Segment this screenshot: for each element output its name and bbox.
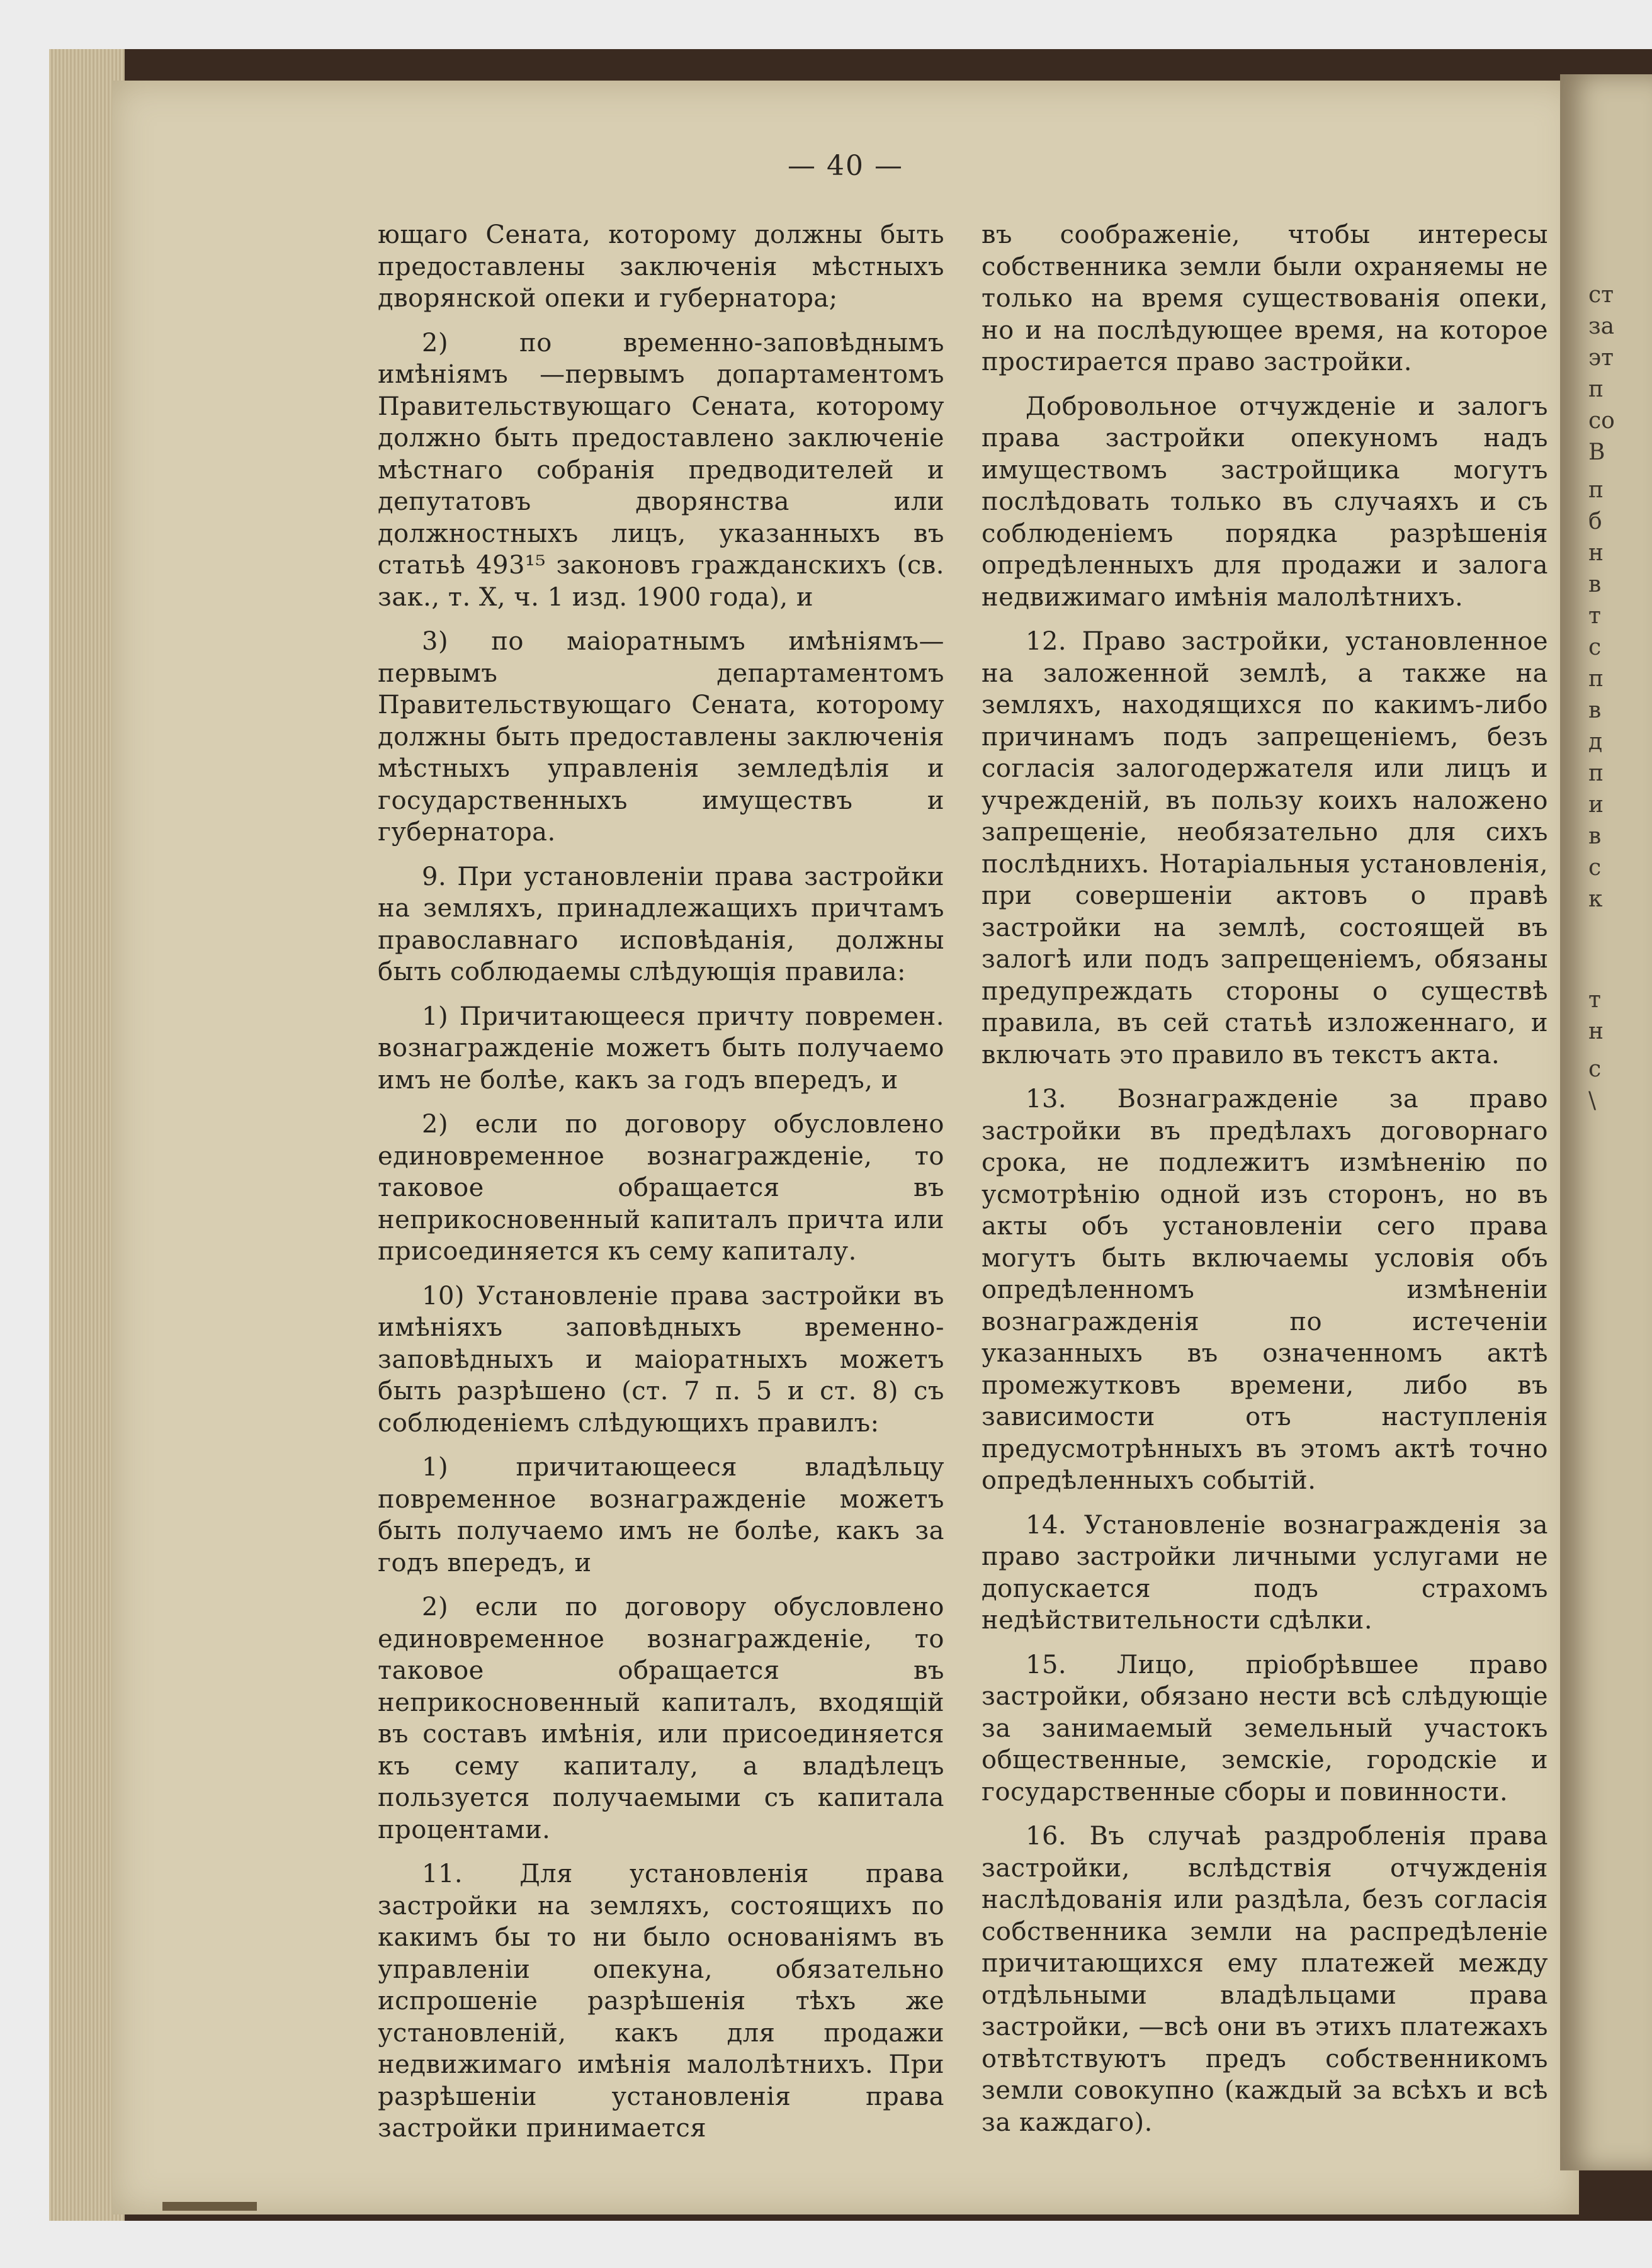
adjacent-page-letter: с	[1588, 1056, 1602, 1082]
paragraph: 2) по временно-заповѣднымъ имѣніямъ —первымъ допартаментомъ Правительствующаго Сената, которому должно быть предоставлено заключеніе мѣстнаго собранія предводителей и депутатовъ дворянства или должностныхъ лицъ, указанныхъ въ статьѣ 493¹⁵ законовъ гражданскихъ (св. зак., т. X, ч. 1 изд. 1900 года), и	[378, 328, 944, 612]
adjacent-page-letter: эт	[1588, 345, 1614, 371]
adjacent-page-letter: В	[1588, 439, 1605, 465]
adjacent-page-letter: п	[1588, 760, 1604, 786]
adjacent-page-letter: в	[1588, 572, 1602, 597]
book-page	[112, 81, 1579, 2214]
paragraph: 1) Причитающееся причту повремен. вознагражденіе можетъ быть получаемо имъ не болѣе, какъ за годъ впередъ, и	[378, 1001, 944, 1095]
adjacent-page-letter: в	[1588, 823, 1602, 849]
adjacent-page-letter: п	[1588, 666, 1604, 692]
paragraph: 9. При установленіи права застройки на земляхъ, принадлежащихъ причтамъ православнаго исповѣданія, должны быть соблюдаемы слѣдующія правила:	[378, 862, 944, 986]
paragraph: 1) причитающееся владѣльцу повременное вознагражденіе можетъ быть получаемо имъ не болѣе, какъ за годъ впередъ, и	[378, 1453, 944, 1577]
adjacent-page-letter: \	[1588, 1088, 1597, 1114]
adjacent-page-letter: к	[1588, 886, 1603, 912]
scanned-spread	[49, 49, 1652, 2221]
paragraph: 2) если по договору обусловлено единовременное вознагражденіе, то таковое обращается въ неприкосновенный капиталъ причта или присоединяется къ сему капиталу.	[378, 1110, 944, 1266]
paragraph: 3) по маіоратнымъ имѣніямъ—первымъ департаментомъ Правительствующаго Сената, которому должны быть предоставлены заключенія мѣстныхъ управленія земледѣлія и государственныхъ имуществъ и губернатора.	[378, 627, 944, 847]
adjacent-page-letter: б	[1588, 509, 1602, 534]
page-number: — 40 —	[788, 150, 903, 182]
paragraph: 13. Вознагражденіе за право застройки въ предѣлахъ договорнаго срока, не подлежитъ измѣненію по усмотрѣнію одной изъ сторонъ, но въ акты объ установленіи сего права могутъ быть включаемы условія объ опредѣленномъ измѣненіи вознагражденія по истеченіи указанныхъ въ означенномъ актѣ промежутковъ времени, либо въ зависимости отъ наступленія предусмотрѣнныхъ въ этомъ актѣ точно опредѣленныхъ событій.	[982, 1085, 1548, 1495]
adjacent-page-letter: и	[1588, 792, 1604, 818]
paragraph: Добровольное отчужденіе и залогъ права застройки опекуномъ надъ имуществомъ застройщика могутъ послѣдовать только въ случаяхъ и съ соблюденіемъ порядка разрѣшенія опредѣленныхъ для продажи и залога недвижимаго имѣнія малолѣтнихъ.	[982, 392, 1548, 612]
adjacent-page-letter: д	[1588, 729, 1603, 755]
adjacent-page-letter: т	[1588, 603, 1601, 629]
adjacent-page-letter: со	[1588, 408, 1615, 434]
paragraph: 11. Для установленія права застройки на земляхъ, состоящихъ по какимъ бы то ни было основаніямъ въ управленіи опекуна, обязательно испрошеніе разрѣшенія тѣхъ же установленій, какъ для продажи недвижимаго имѣнія малолѣтнихъ. При разрѣшеніи установленія права застройки принимается	[378, 1859, 944, 2143]
adjacent-page-letter: с	[1588, 855, 1602, 881]
adjacent-page-letter: н	[1588, 540, 1604, 566]
adjacent-page-letter: т	[1588, 987, 1601, 1013]
adjacent-page-letter: ст	[1588, 282, 1614, 308]
paragraph: 12. Право застройки, установленное на заложенной землѣ, а также на земляхъ, находящихся по какимъ-либо причинамъ подъ запрещеніемъ, безъ согласія залогодержателя или лицъ и учрежденій, въ пользу коихъ наложено запрещеніе, необязательно для сихъ послѣднихъ. Нотаріальныя установленія, при совершеніи актовъ о правѣ застройки на землѣ, состоящей въ залогѣ или подъ запрещеніемъ, обязаны предупреждать стороны о существѣ правила, въ сей статьѣ изложеннаго, и включать это правило въ текстъ акта.	[982, 627, 1548, 1069]
adjacent-page-letter: п	[1588, 376, 1604, 402]
right-column	[982, 219, 1548, 2151]
paragraph: въ соображеніе, чтобы интересы собственника земли были охраняемы не только на время существованія опеки, но и на послѣдующее время, на которое простирается право застройки.	[982, 220, 1548, 376]
adjacent-page-letter: в	[1588, 697, 1602, 723]
paragraph: 15. Лицо, пріобрѣвшее право застройки, обязано нести всѣ слѣдующіе за занимаемый земельный участокъ общественные, земскіе, городскіе и государственные сборы и повинности.	[982, 1650, 1548, 1807]
adjacent-page-letter: п	[1588, 477, 1604, 503]
adjacent-page-letter: н	[1588, 1018, 1604, 1044]
paragraph: 2) если по договору обусловлено единовременное вознагражденіе, то таковое обращается въ неприкосновенный капиталъ, входящій въ составъ имѣнія, или присоединяется къ сему капиталу, а владѣлецъ пользуется получаемыми съ капитала процентами.	[378, 1593, 944, 1844]
paragraph: 14. Установленіе вознагражденія за право застройки личными услугами не допускается подъ страхомъ недѣйствительности сдѣлки.	[982, 1510, 1548, 1635]
paragraph: 10) Установленіе права застройки въ имѣніяхъ заповѣдныхъ временно-заповѣдныхъ и маіоратныхъ можетъ быть разрѣшено (ст. 7 п. 5 и ст. 8) съ соблюденіемъ слѣдующихъ правилъ:	[378, 1281, 944, 1438]
adjacent-page-letter: за	[1588, 313, 1615, 339]
paragraph: ющаго Сената, которому должны быть предоставлены заключенія мѣстныхъ дворянской опеки и губернатора;	[378, 220, 944, 313]
adjacent-page-fragment	[1560, 74, 1652, 2170]
adjacent-page-letter: с	[1588, 635, 1602, 660]
left-column	[378, 219, 944, 2157]
page-bottom-mark	[162, 2202, 257, 2211]
paragraph: 16. Въ случаѣ раздробленія права застройки, вслѣдствія отчужденія наслѣдованія или раздѣла, безъ согласія собственника земли на распредѣленіе причитающихся ему платежей между отдѣльными владѣльцами права застройки, —всѣ они въ этихъ платежахъ отвѣтствуютъ предъ собственникомъ земли совокупно (каждый за всѣхъ и всѣ за каждаго).	[982, 1822, 1548, 2137]
